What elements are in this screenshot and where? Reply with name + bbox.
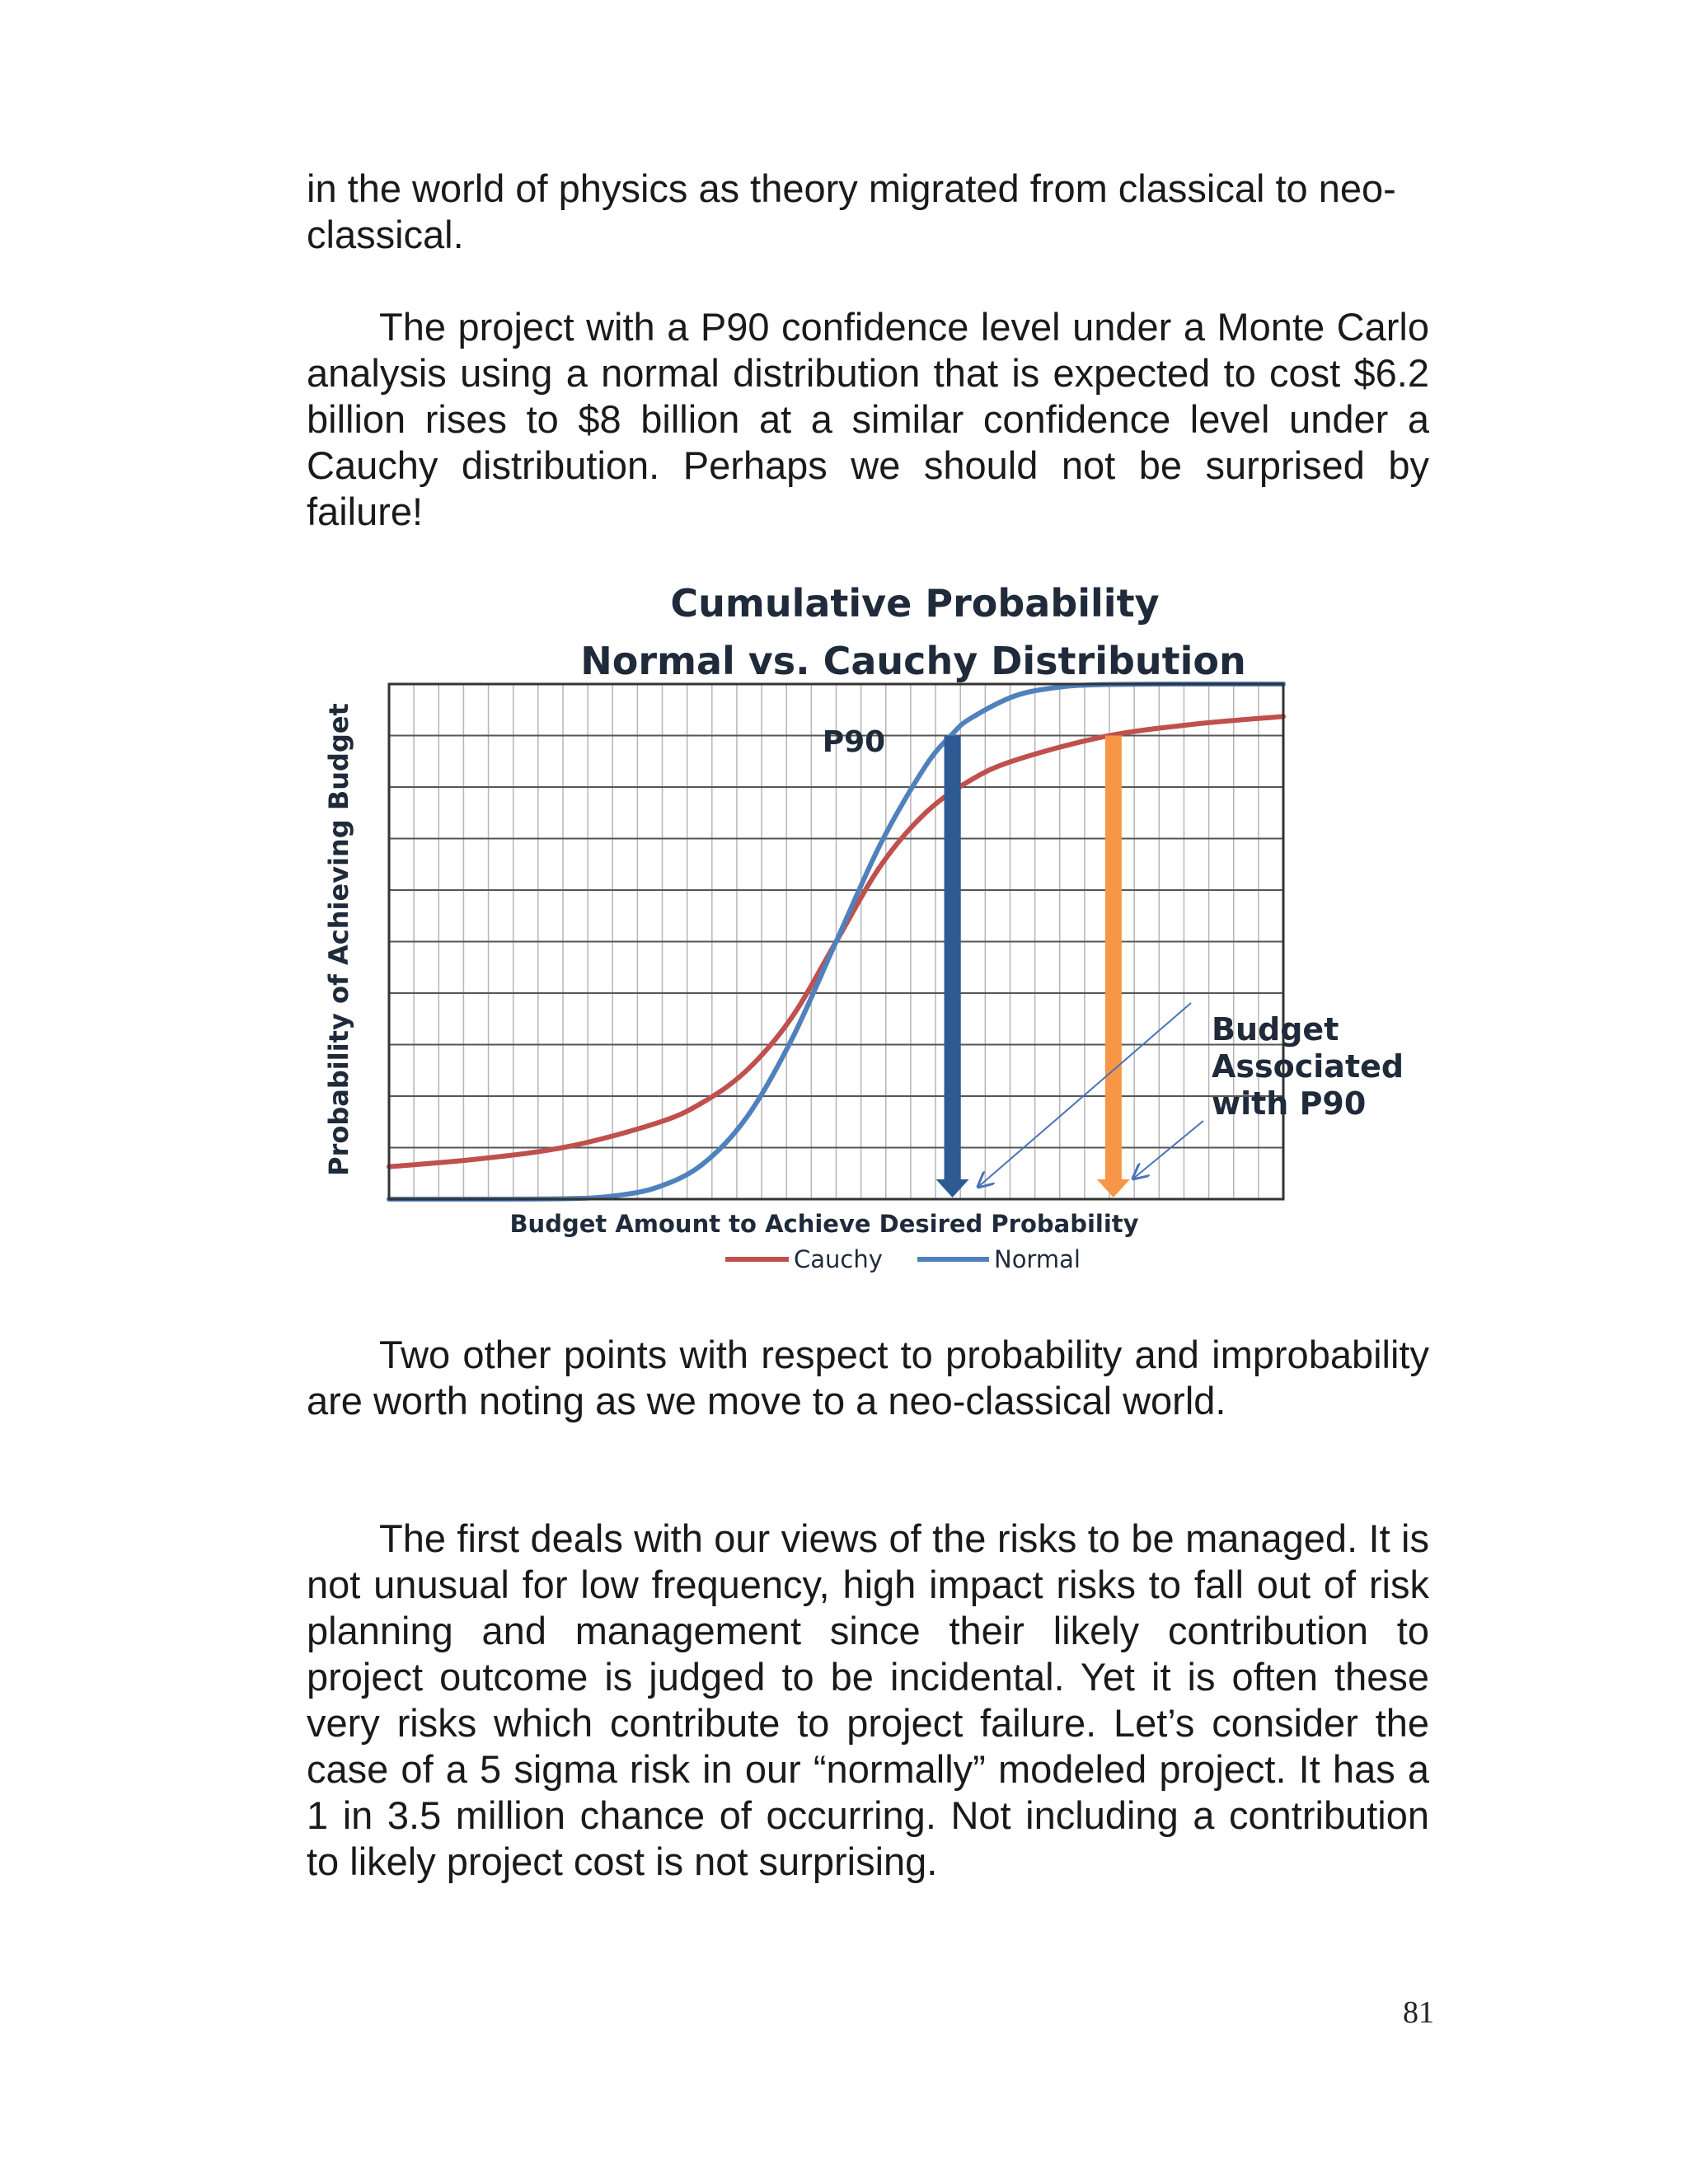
legend-label-cauchy: Cauchy (794, 1245, 883, 1273)
paragraph-4: The first deals with our views of the risks to be managed. It is not unusual for low frequency, high impact risks to fall out of risk planning and management since their likely contribution to project outcome is judged to be incidental. Yet it is often these very risks which contribute to project failure. Let’s consider the case of a 5 sigma risk in our “normally” modeled project. It has a 1 in 3.5 million chance of occurring. Not including a contribution to likely project cost is not surprising. (307, 1516, 1429, 1883)
annotation-line3: with P90 (1212, 1085, 1367, 1122)
chart-legend (725, 1245, 1081, 1273)
annotation-line1: Budget (1212, 1011, 1339, 1047)
paragraph-3: Two other points with respect to probability and improbability are worth noting as we move to a neo-classical world. (307, 1333, 1429, 1422)
cumulative-probability-figure (313, 577, 1434, 1286)
page-number: 81 (1403, 1995, 1434, 2030)
cauchy-p90-arrow-head (1097, 1179, 1130, 1197)
chart-title-line1: Cumulative Probability (670, 581, 1160, 626)
normal-p90-arrow-shaft (945, 736, 961, 1182)
y-axis-label: Probability of Achieving Budget (323, 703, 354, 1176)
p90-label: P90 (822, 725, 886, 759)
normal-p90-arrow-head (936, 1179, 969, 1197)
annotation-pointer-cauchy (1133, 1121, 1203, 1179)
cumulative-probability-chart (313, 577, 1434, 1286)
legend-label-normal: Normal (994, 1245, 1081, 1273)
paragraph-1: in the world of physics as theory migrated from classical to neo-classical. (307, 166, 1396, 256)
cauchy-p90-arrow-shaft (1105, 736, 1122, 1182)
paragraph-2: The project with a P90 confidence level under a Monte Carlo analysis using a normal distribution that is expected to cost $6.2 billion rises to $8 billion at a similar confidence level under a Cauchy distribution. Perhaps we should not be surprised by failure! (307, 305, 1429, 533)
x-axis-label: Budget Amount to Achieve Desired Probability (509, 1210, 1139, 1238)
budget-annotation (978, 1003, 1404, 1187)
annotation-line2: Associated (1212, 1048, 1404, 1085)
chart-title-line2: Normal vs. Cauchy Distribution (580, 639, 1246, 683)
